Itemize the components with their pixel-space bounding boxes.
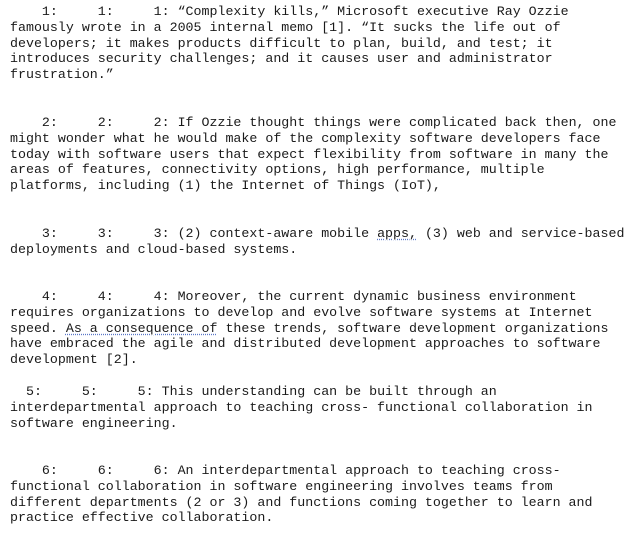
- paragraph-1: 1: 1: 1: “Complexity kills,” Microsoft executive Ray Ozzie famously wrote in a 2005 internal memo [1]. “It sucks the life out of developers; it makes products difficult to plan, build, and test; it introduces security challenges; and it causes user and administrator frustration.”: [10, 4, 577, 83]
- paragraph-4: [10, 289, 632, 368]
- paragraph-4-text-start: 4: 4: 4: Moreover, the current dynamic business environment requires organizations to develop and evolve software systems at Internet speed.: [10, 289, 601, 336]
- paragraph-4-text-end: these trends, software development organizations have embraced the agile and distributed development approaches to software development [2].: [10, 320, 617, 368]
- paragraph-3-text-end: (3) web and service-based deployments and cloud-based systems.: [10, 226, 633, 257]
- paragraph-3-text-start: 3: 3: 3: (2) context-aware mobile: [10, 226, 378, 241]
- grammar-flag[interactable]: apps,: [377, 226, 417, 241]
- paragraph-3: [10, 226, 632, 258]
- grammar-flag[interactable]: As a consequence of: [65, 320, 218, 336]
- paragraph-6: 6: 6: 6: An interdepartmental approach to teaching cross-functional collaboration in software engineering involves teams from different departments (2 or 3) and functions coming together to learn and practice effective collaboration.: [10, 463, 601, 526]
- paragraph-5: 5: 5: 5: This understanding can be built through an interdepartmental approach to teaching cross- functional collaboration in software engineering.: [10, 384, 601, 431]
- paragraph-2: 2: 2: 2: If Ozzie thought things were complicated back then, one might wonder what he would make of the complexity software developers face today with software users that expect flexibility from software in many the areas of features, connectivity options, high performance, multiple platforms, including (1) the Internet of Things (IoT),: [10, 115, 625, 194]
